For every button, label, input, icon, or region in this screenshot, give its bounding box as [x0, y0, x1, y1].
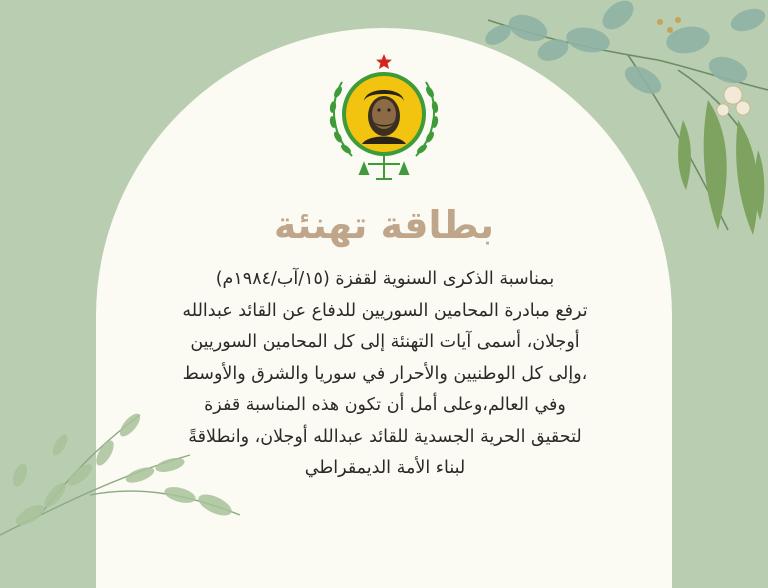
emblem-portrait-icon	[312, 52, 456, 184]
message-line: لبناء الأمة الديمقراطي	[304, 458, 466, 478]
message-line: أوجلان، أسمى آيات التهنئة إلى كل المحامين السوريين	[190, 332, 580, 352]
card-title: بطاقة تهنئة	[273, 203, 495, 247]
message-line: بمناسبة الذكرى السنوية لقفزة (١٥/آب/١٩٨٤م)	[215, 269, 555, 289]
message-line: ،وإلى كل الوطنيين والأحرار في سوريا والشرق والأوسط	[182, 363, 588, 384]
card-message	[140, 264, 630, 485]
message-line: وفي العالم،وعلى أمل أن تكون هذه المناسبة قفزة	[204, 395, 566, 415]
message-line: ترفع مبادرة المحامين السوريين للدفاع عن القائد عبدالله	[182, 300, 588, 321]
red-star-icon	[376, 54, 392, 69]
scales-of-justice-icon	[360, 156, 408, 179]
message-line: لتحقيق الحرية الجسدية للقائد عبدالله أوجلان، وانطلاقةً	[188, 426, 582, 447]
